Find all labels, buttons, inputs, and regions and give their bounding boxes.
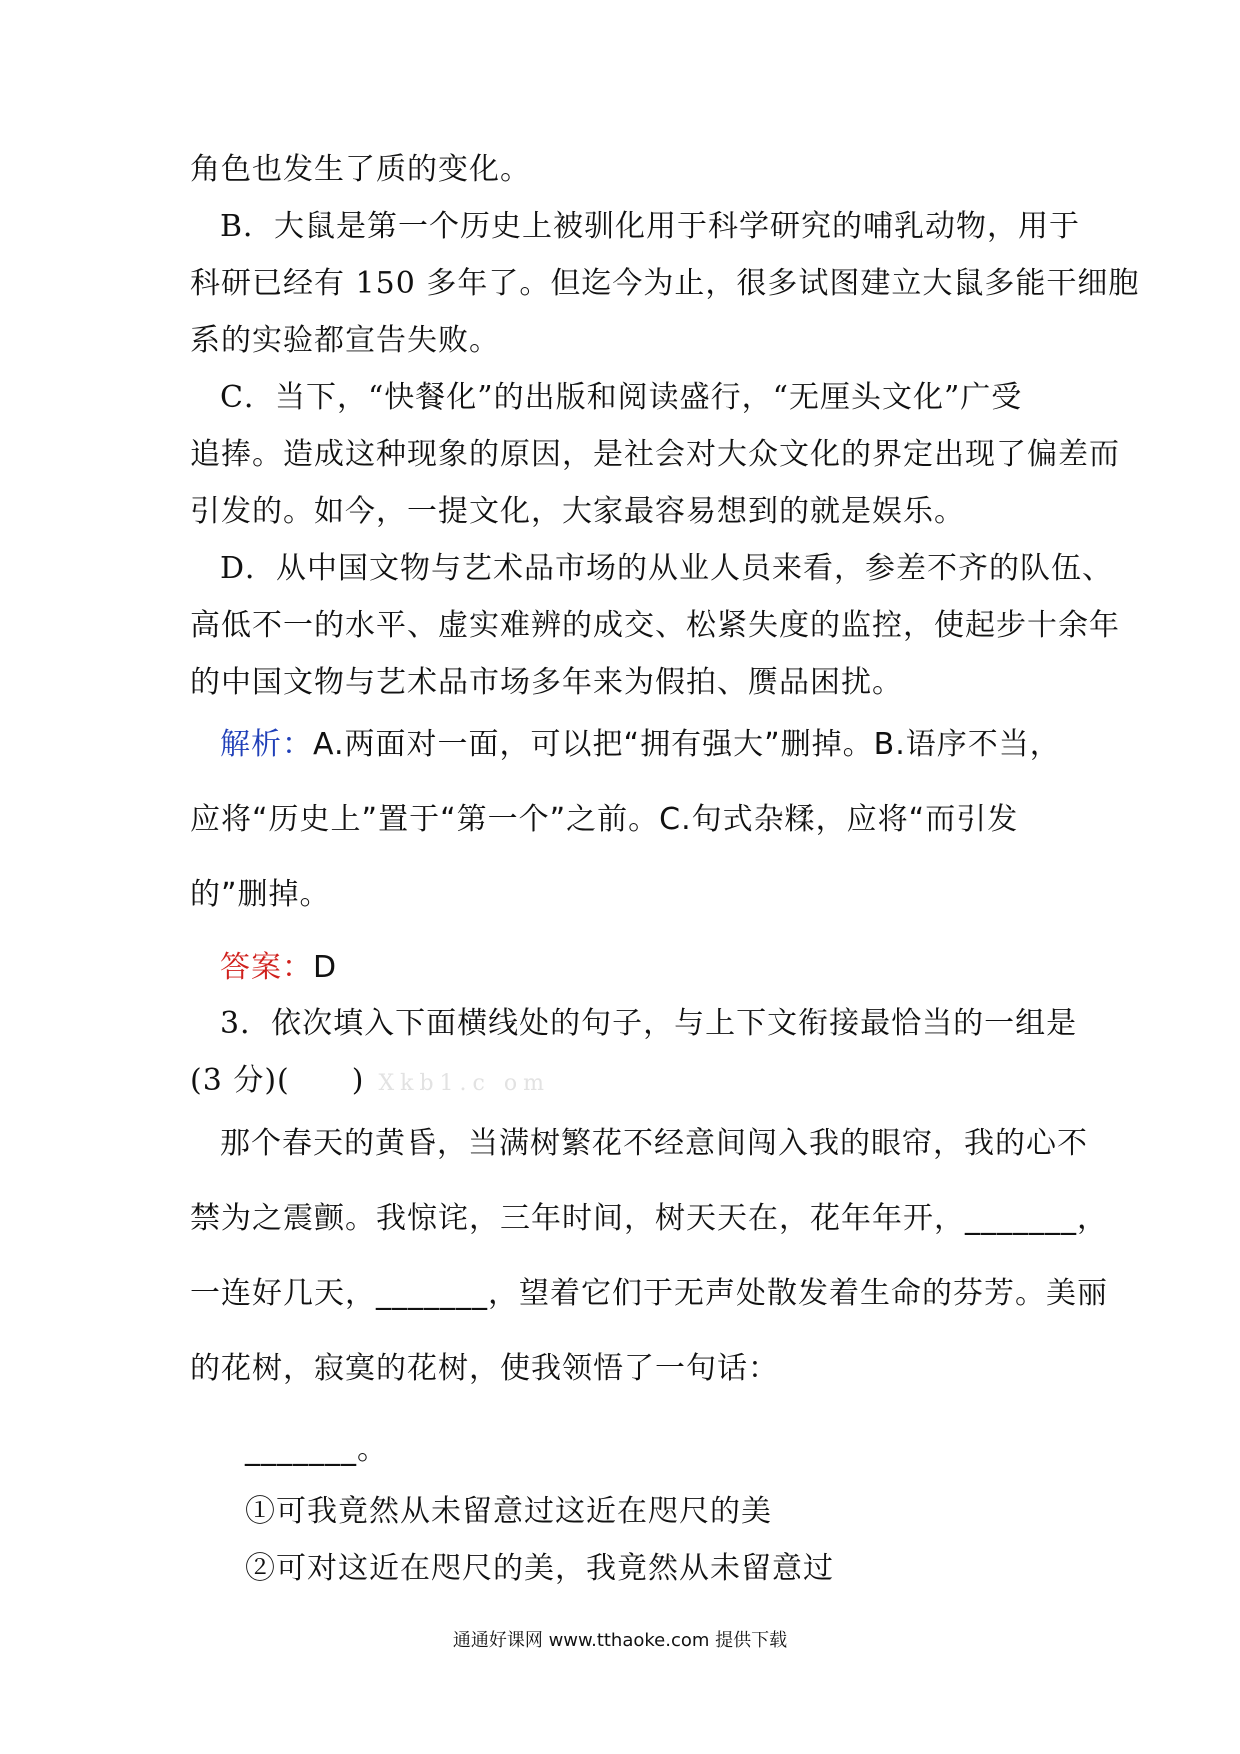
option-d-line1: D．从中国文物与艺术品市场的从业人员来看，参差不齐的队伍、 xyxy=(220,551,1114,586)
option-2: ②可对这近在咫尺的美，我竟然从未留意过 xyxy=(245,1551,834,1586)
option-b-line2: 科研已经有 150 多年了。但迄今为止，很多试图建立大鼠多能干细胞 xyxy=(190,266,1140,301)
passage-line4: 的花树，寂寞的花树，使我领悟了一句话： xyxy=(190,1351,779,1386)
answer-label: 答案： xyxy=(220,950,313,985)
text-line: 角色也发生了质的变化。 xyxy=(190,152,531,187)
option-d-line3: 的中国文物与艺术品市场多年来为假拍、赝品困扰。 xyxy=(190,665,903,700)
passage-line5: _______。 xyxy=(245,1432,388,1467)
analysis-text: A.两面对一面，可以把“拥有强大”删掉。B.语序不当， xyxy=(313,727,1061,762)
option-1: ①可我竟然从未留意过这近在咫尺的美 xyxy=(245,1494,772,1529)
analysis-line3: 的”删掉。 xyxy=(190,877,331,912)
answer-value: D xyxy=(313,950,338,985)
option-c-line3: 引发的。如今，一提文化，大家最容易想到的就是娱乐。 xyxy=(190,494,965,529)
footer-source: 通通好课网 www.tthaoke.com 提供下载 xyxy=(452,1630,788,1651)
passage-line1: 那个春天的黄昏，当满树繁花不经意间闯入我的眼帘，我的心不 xyxy=(220,1126,1088,1161)
answer-line xyxy=(220,948,1100,988)
question-3-line1: 3．依次填入下面横线处的句子，与上下文衔接最恰当的一组是 xyxy=(220,1006,1078,1041)
option-b-line1: B．大鼠是第一个历史上被驯化用于科学研究的哺乳动物，用于 xyxy=(220,209,1081,244)
analysis-line2: 应将“历史上”置于“第一个”之前。C.句式杂糅，应将“而引发 xyxy=(190,802,1019,837)
watermark: Xkb1.c om xyxy=(378,1071,550,1096)
option-c-line1: C．当下，“快餐化”的出版和阅读盛行，“无厘头文化”广受 xyxy=(220,380,1023,415)
analysis-line1 xyxy=(220,725,1100,765)
option-d-line2: 高低不一的水平、虚实难辨的成交、松紧失度的监控，使起步十余年 xyxy=(190,608,1120,643)
question-3-score: (3 分)( ) xyxy=(190,1063,365,1098)
option-c-line2: 追捧。造成这种现象的原因，是社会对大众文化的界定出现了偏差而 xyxy=(190,437,1120,472)
passage-line2: 禁为之震颤。我惊诧，三年时间，树天天在，花年年开，_______， xyxy=(190,1201,1108,1236)
analysis-label: 解析： xyxy=(220,727,313,762)
passage-line3: 一连好几天，_______，望着它们于无声处散发着生命的芬芳。美丽 xyxy=(190,1276,1108,1311)
option-b-line3: 系的实验都宣告失败。 xyxy=(190,323,500,358)
question-3-line2 xyxy=(190,1061,1070,1104)
